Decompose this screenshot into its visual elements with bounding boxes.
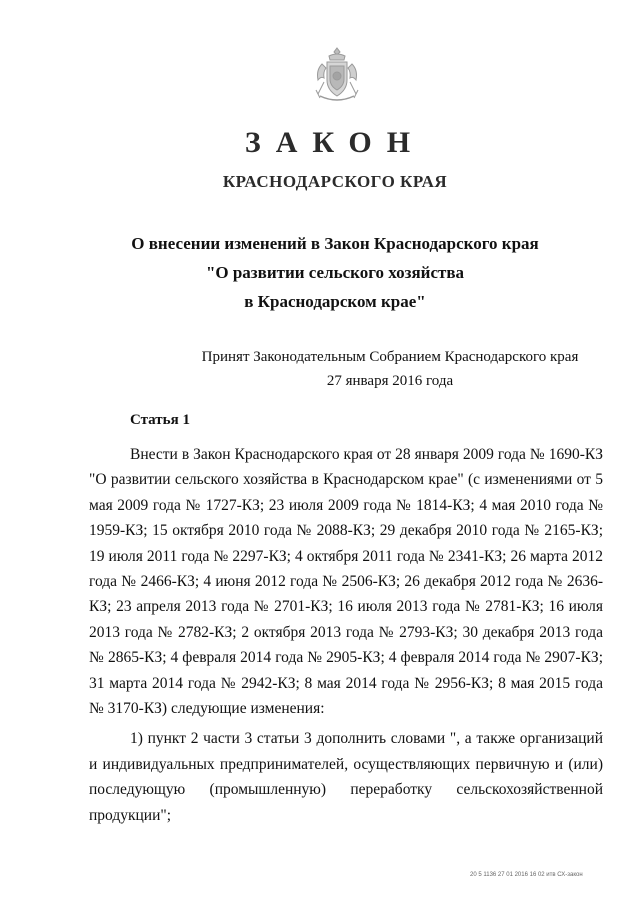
adoption-body: Принят Законодательным Собранием Краснодарского края: [201, 349, 579, 365]
law-subject-line: "О развитии сельского хозяйства: [205, 263, 465, 282]
law-subject-line: в Краснодарском крае": [244, 292, 426, 311]
article-paragraph: Внести в Закон Краснодарского края от 28 января 2009 года № 1690-КЗ "О развитии сельского хозяйства в Краснодарском крае" (с изменениями от 5 мая 2009 года № 1727-КЗ; 23 июля 2009 года № 1814-КЗ; 4 мая 2010 года № 1959-КЗ; 15 октября 2010 года № 2088-КЗ; 29 декабря 2010 года № 2165-КЗ; 19 июля 2011 года № 2297-КЗ; 4 октября 2011 года № 2341-КЗ; 26 марта 2012 года № 2466-КЗ; 4 июня 2012 года № 2506-КЗ; 26 декабря 2012 года № 2636-КЗ; 23 апреля 2013 года № 2701-КЗ; 16 июля 2013 года № 2781-КЗ; 16 июля 2013 года № 2782-КЗ; 2 октября 2013 года № 2793-КЗ; 30 декабря 2013 года № 2865-КЗ; 4 февраля 2014 года № 2905-КЗ; 4 февраля 2014 года № 2907-КЗ; 31 марта 2014 года № 2942-КЗ; 8 мая 2014 года № 2956-КЗ; 8 мая 2015 года № 3170-КЗ) следующие изменения:: [89, 446, 603, 718]
law-subject: [0, 229, 640, 316]
article-heading: Статья 1: [130, 412, 190, 428]
article-paragraph: 1) пункт 2 части 3 статьи 3 дополнить словами ", а также организаций и индивидуальных предпринимателей, осуществляющих первичную и (или) последующую (промышленную) переработку сельскохозяйственной продукции";: [89, 730, 603, 824]
adoption-note: [0, 345, 640, 393]
law-subject-line: О внесении изменений в Закон Краснодарского края: [131, 234, 539, 253]
law-title: ЗАКОН: [244, 126, 426, 159]
coat-of-arms-emblem: [312, 46, 362, 106]
article-body: [89, 442, 603, 828]
region-name: КРАСНОДАРСКОГО КРАЯ: [222, 172, 448, 191]
adoption-date: 27 января 2016 года: [326, 373, 454, 389]
document-footer-code: 20 5 1136 27 01 2016 16 02 итв СХ-закон: [470, 872, 583, 878]
